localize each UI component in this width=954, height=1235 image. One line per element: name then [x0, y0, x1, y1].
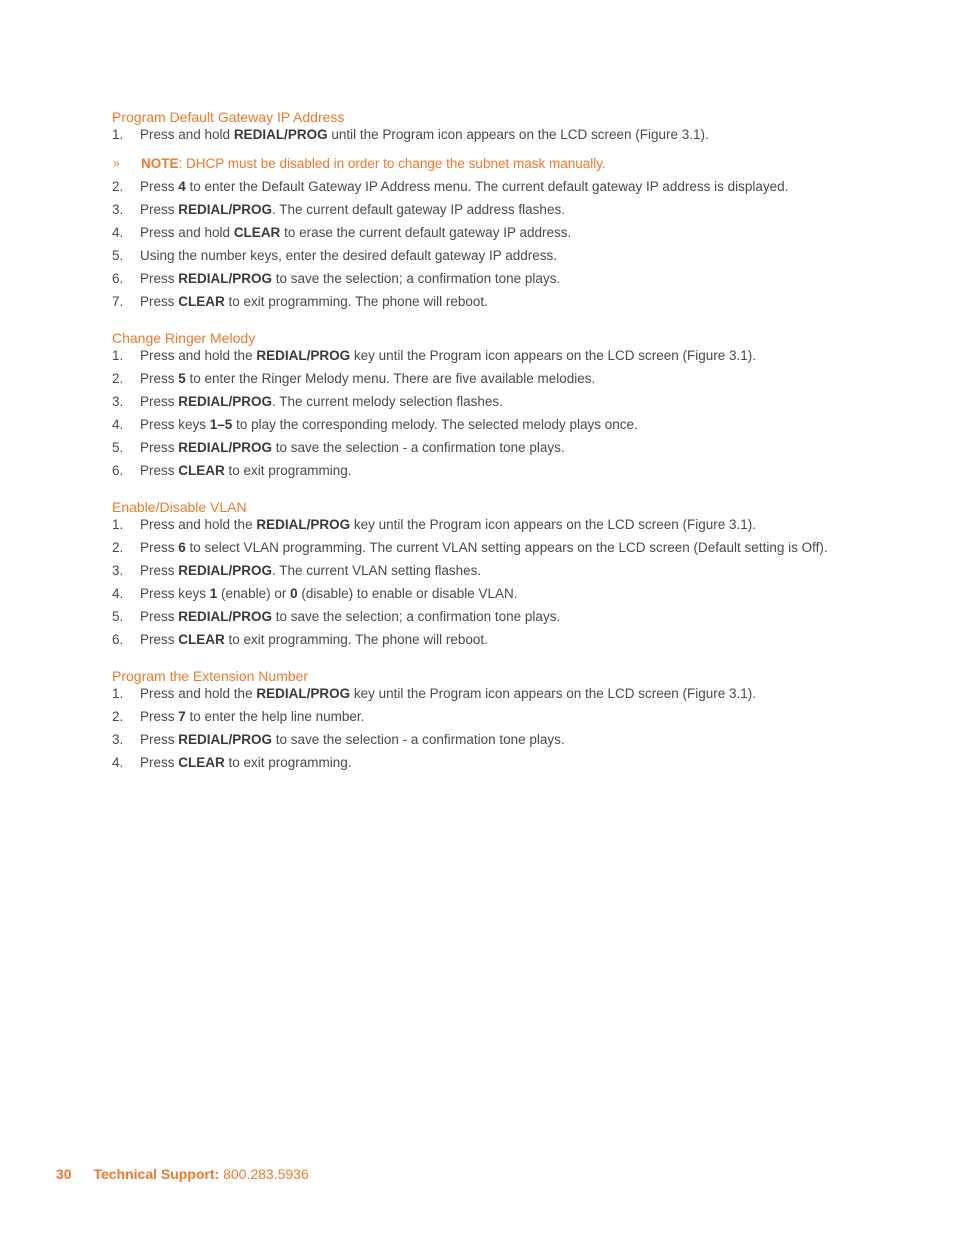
step-text-run: Press: [140, 563, 179, 578]
step: [112, 393, 912, 416]
step-text-run: to play the corresponding melody. The selected melody plays once.: [232, 417, 638, 432]
support-phone: 800.283.5936: [223, 1166, 309, 1182]
step-number: 4.: [112, 755, 124, 770]
step-number: 4.: [112, 417, 124, 432]
step-text-run: Press: [140, 371, 179, 386]
step-text: [140, 608, 560, 631]
step-text: [140, 393, 503, 416]
step-text-run: to enter the Default Gateway IP Address menu. The current default gateway IP address is displayed.: [185, 179, 789, 194]
step-text-run: to exit programming.: [224, 755, 352, 770]
note: [112, 149, 912, 178]
step: [112, 178, 912, 201]
step-text-run: to erase the current default gateway IP address.: [280, 225, 572, 240]
step: [112, 462, 912, 485]
step-number: 3.: [112, 394, 124, 409]
step-number: 5.: [112, 609, 124, 624]
step-text: [140, 516, 756, 539]
key-name: 4: [178, 179, 186, 194]
step-text-run: to enter the help line number.: [185, 709, 365, 724]
step-number: 1.: [112, 348, 124, 363]
step-text: [140, 224, 571, 247]
step: [112, 126, 912, 149]
step-text: [140, 754, 352, 777]
page-footer: [56, 1165, 309, 1183]
step-text: [140, 178, 788, 201]
step-text-run: Press and hold: [140, 225, 234, 240]
key-name: REDIAL/PROG: [256, 686, 351, 701]
key-name: REDIAL/PROG: [233, 127, 328, 142]
step-number: 2.: [112, 179, 124, 194]
note-label: NOTE: [141, 156, 179, 171]
step-text: [140, 347, 756, 370]
step-text-run: key until the Program icon appears on the LCD screen (Figure 3.1).: [350, 348, 757, 363]
step-text: [140, 562, 481, 585]
manual-content: [112, 108, 912, 790]
section-ringer-melody: [112, 329, 912, 485]
step: [112, 293, 912, 316]
note-bullet-icon: »: [113, 156, 120, 170]
step-text: [140, 462, 352, 485]
step-text: [140, 201, 565, 224]
step-text-run: Press: [140, 179, 179, 194]
step-text-run: Press keys: [140, 417, 210, 432]
step-number: 6.: [112, 632, 124, 647]
section-title: Program the Extension Number: [112, 668, 309, 684]
step-text-run: to enter the Ringer Melody menu. There are five available melodies.: [185, 371, 596, 386]
step-text-run: Press and hold: [140, 127, 234, 142]
step: [112, 347, 912, 370]
step-number: 7.: [112, 294, 124, 309]
step-number: 6.: [112, 271, 124, 286]
step-text: [140, 370, 595, 393]
section-vlan: [112, 498, 912, 654]
step: [112, 731, 912, 754]
step-text: [140, 270, 560, 293]
step-text: [140, 247, 557, 270]
step-text-run: Using the number keys, enter the desired default gateway IP address.: [140, 248, 557, 263]
key-name: REDIAL/PROG: [178, 202, 273, 217]
step-number: 2.: [112, 371, 124, 386]
step-text-run: . The current VLAN setting flashes.: [272, 563, 482, 578]
section-title: Change Ringer Melody: [112, 330, 256, 346]
step: [112, 631, 912, 654]
step: [112, 708, 912, 731]
step-text: [140, 416, 638, 439]
step-number: 3.: [112, 563, 124, 578]
step-number: 6.: [112, 463, 124, 478]
section-title: Program Default Gateway IP Address: [112, 109, 345, 125]
section-extension-number: [112, 667, 912, 777]
key-name: 5: [178, 371, 186, 386]
step-text-run: Press: [140, 463, 179, 478]
step-text-run: to save the selection - a confirmation tone plays.: [272, 732, 565, 747]
key-name: REDIAL/PROG: [256, 348, 351, 363]
key-name: CLEAR: [233, 225, 281, 240]
step-text: [140, 439, 565, 462]
step-number: 3.: [112, 732, 124, 747]
step-text: [140, 585, 518, 608]
section-title: Enable/Disable VLAN: [112, 499, 247, 515]
key-name: REDIAL/PROG: [178, 394, 273, 409]
step-text-run: (enable) or: [217, 586, 291, 601]
key-name: 7: [178, 709, 186, 724]
step-text-run: Press: [140, 440, 179, 455]
step-number: 4.: [112, 225, 124, 240]
step-text-run: Press and hold the: [140, 686, 257, 701]
step-number: 5.: [112, 440, 124, 455]
step-text-run: Press: [140, 540, 179, 555]
step: [112, 754, 912, 777]
step-text-run: to exit programming.: [224, 463, 352, 478]
step-number: 3.: [112, 202, 124, 217]
step: [112, 608, 912, 631]
step-text-run: Press and hold the: [140, 517, 257, 532]
key-name: REDIAL/PROG: [178, 271, 273, 286]
step-number: 1.: [112, 127, 124, 142]
step-text-run: until the Program icon appears on the LCD screen (Figure 3.1).: [327, 127, 709, 142]
key-name: REDIAL/PROG: [256, 517, 351, 532]
step-number: 2.: [112, 540, 124, 555]
step: [112, 224, 912, 247]
key-name: CLEAR: [178, 294, 225, 309]
page-number: 30: [56, 1166, 72, 1182]
step-number: 2.: [112, 709, 124, 724]
key-name: 6: [178, 540, 186, 555]
step-text: [140, 631, 488, 654]
step-text-run: to save the selection; a confirmation tone plays.: [272, 609, 561, 624]
key-name: REDIAL/PROG: [178, 732, 273, 747]
note-text: [141, 155, 606, 178]
step-text-run: (disable) to enable or disable VLAN.: [297, 586, 518, 601]
step-text-run: Press: [140, 709, 179, 724]
step-text: [140, 685, 756, 708]
step-text-run: . The current melody selection flashes.: [272, 394, 503, 409]
key-name: 0: [290, 586, 298, 601]
key-name: 1–5: [209, 417, 233, 432]
step-text-run: Press: [140, 732, 179, 747]
step-text: [140, 731, 565, 754]
step-number: 4.: [112, 586, 124, 601]
step: [112, 416, 912, 439]
step-number: 1.: [112, 517, 124, 532]
step: [112, 270, 912, 293]
section-default-gateway: [112, 108, 912, 316]
step-number: 5.: [112, 248, 124, 263]
step-text-run: to exit programming. The phone will reboot.: [224, 294, 488, 309]
step: [112, 201, 912, 224]
step-text-run: Press and hold the: [140, 348, 257, 363]
key-name: REDIAL/PROG: [178, 440, 273, 455]
step: [112, 585, 912, 608]
step-text-run: Press: [140, 271, 179, 286]
key-name: CLEAR: [178, 632, 225, 647]
key-name: 1: [209, 586, 218, 601]
step: [112, 516, 912, 539]
step-text-run: key until the Program icon appears on the LCD screen (Figure 3.1).: [350, 686, 757, 701]
support-label: Technical Support:: [93, 1166, 220, 1182]
step-text: [140, 539, 828, 562]
key-name: REDIAL/PROG: [178, 563, 273, 578]
step: [112, 539, 912, 562]
key-name: REDIAL/PROG: [178, 609, 273, 624]
step: [112, 685, 912, 708]
key-name: CLEAR: [178, 755, 225, 770]
step: [112, 562, 912, 585]
step: [112, 247, 912, 270]
step-text-run: Press: [140, 609, 179, 624]
step-text: [140, 293, 488, 316]
step: [112, 370, 912, 393]
step-text: [140, 708, 364, 731]
step-text-run: Press: [140, 394, 179, 409]
step-text-run: to select VLAN programming. The current VLAN setting appears on the LCD screen (Default setting is Off).: [185, 540, 828, 555]
step: [112, 439, 912, 462]
step-text-run: Press keys: [140, 586, 210, 601]
step-text-run: to save the selection; a confirmation tone plays.: [272, 271, 561, 286]
step-text-run: key until the Program icon appears on the LCD screen (Figure 3.1).: [350, 517, 757, 532]
step-text-run: Press: [140, 202, 179, 217]
step-text: [140, 126, 709, 149]
key-name: CLEAR: [178, 463, 225, 478]
step-text-run: to exit programming. The phone will reboot.: [224, 632, 488, 647]
step-text-run: Press: [140, 632, 179, 647]
step-number: 1.: [112, 686, 124, 701]
step-text-run: to save the selection - a confirmation tone plays.: [272, 440, 565, 455]
step-text-run: . The current default gateway IP address flashes.: [272, 202, 565, 217]
note-body: : DHCP must be disabled in order to change the subnet mask manually.: [178, 156, 606, 171]
step-text-run: Press: [140, 294, 179, 309]
step-text-run: Press: [140, 755, 179, 770]
